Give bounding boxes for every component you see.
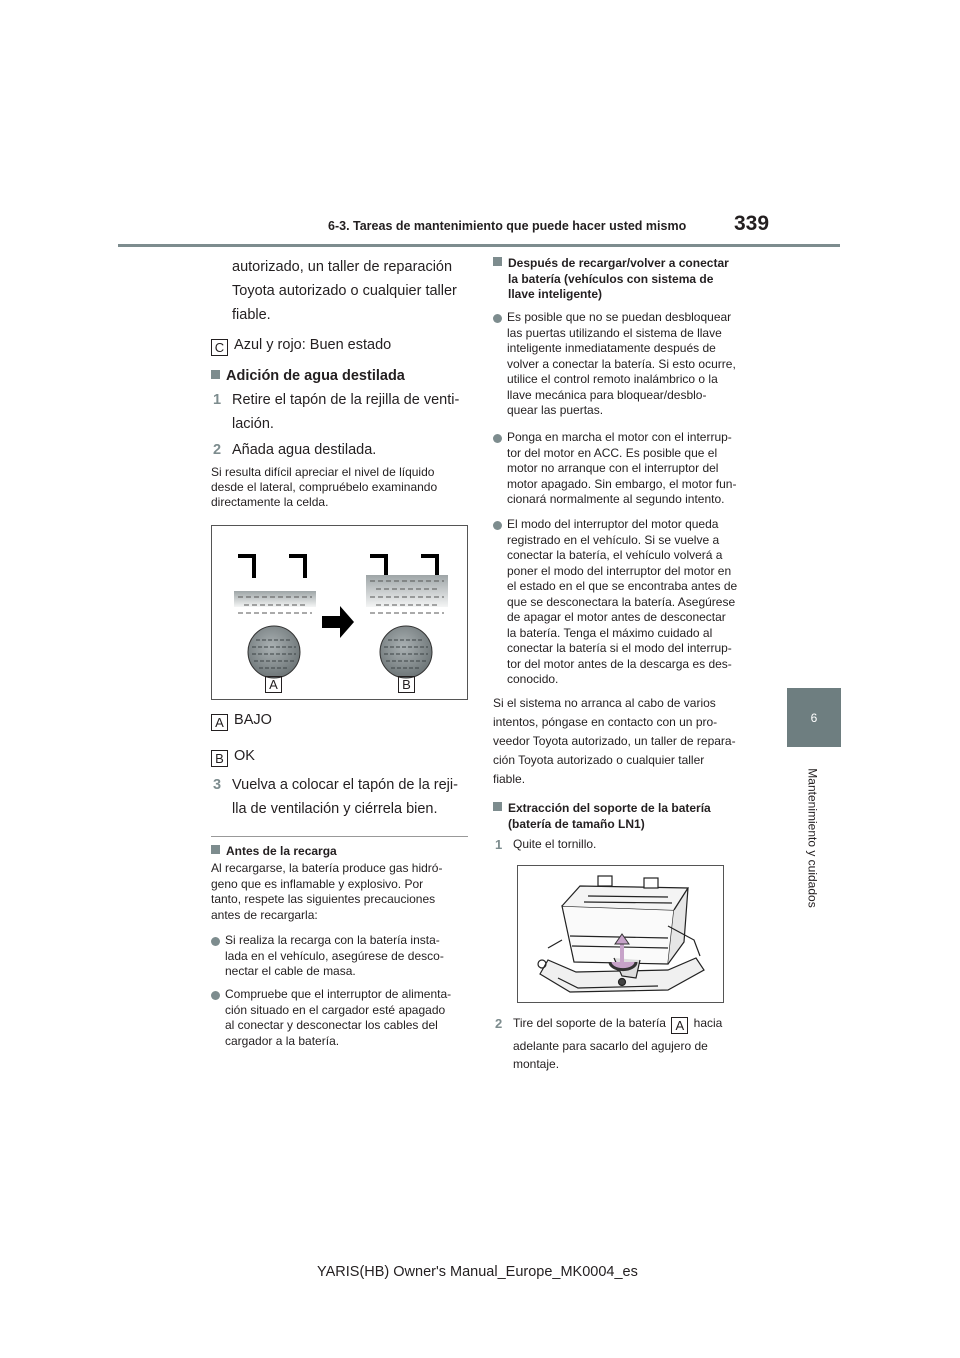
- chapter-number: 6: [810, 710, 818, 725]
- r2-line-5: cionará normalmente al segundo intento.: [507, 492, 725, 506]
- step2-number: 2: [213, 442, 222, 458]
- heading-water: [211, 364, 405, 388]
- heading-extract: [493, 801, 711, 817]
- step3-line2: lla de ventilación y ciérrela bien.: [232, 801, 438, 817]
- before-line-4: antes de recargarla:: [211, 907, 318, 922]
- battery-figure: [517, 865, 724, 1003]
- r1-line-4: volver a conectar la batería. Si esto ocurre,: [507, 356, 736, 371]
- chapter-tab: [787, 688, 841, 747]
- note-line-2: desde el lateral, compruébelo examinando: [211, 480, 438, 494]
- r2-line-1: Ponga en marcha el motor con el interrup-: [507, 430, 732, 444]
- bullet-dot-icon: [493, 314, 502, 323]
- bullet-dot-icon: [211, 991, 220, 1000]
- bullet2-line-2: ción situado en el cargador esté apagado: [225, 1002, 446, 1017]
- extract-step2-number: 2: [495, 1016, 503, 1031]
- bullet-dot-icon: [493, 521, 502, 530]
- step1-line2: lación.: [232, 416, 274, 432]
- r1-line-1: Es posible que no se puedan desbloquear: [507, 310, 732, 324]
- heading-after-line-1: Después de recargar/volver a conectar: [508, 256, 729, 270]
- step1: [213, 388, 460, 412]
- step2: [213, 438, 377, 462]
- water-level-figure: [211, 525, 468, 700]
- heading-after: [493, 256, 729, 272]
- c-callout-box: C: [211, 339, 228, 356]
- r3-line-3: conectar la batería, el vehículo volverá a: [507, 548, 723, 562]
- bullet2-line-3: al conectar y desconectar los cables del: [225, 1018, 438, 1032]
- extract-step1-number: 1: [495, 837, 503, 852]
- extract-callout-a: A: [671, 1017, 688, 1034]
- r3-line-1: El modo del interruptor del motor queda: [507, 517, 719, 531]
- b-legend: [211, 744, 255, 768]
- step3: [213, 773, 458, 797]
- cont-line-2: Toyota autorizado o cualquier taller: [232, 283, 457, 299]
- heading-before-text: Antes de la recarga: [226, 844, 337, 858]
- r3-line-11: conocido.: [507, 672, 559, 686]
- section-divider: [211, 836, 468, 837]
- bullet1-line-2: lada en el vehículo, asegúrese de desco-: [225, 948, 444, 963]
- a-callout-box: A: [211, 714, 228, 731]
- bullet2-line-4: cargador a la batería.: [225, 1033, 340, 1048]
- extract-step2-line2: adelante para sacarlo del agujero de: [513, 1039, 708, 1053]
- bullet2-line-1: Compruebe que el interruptor de alimenta-: [225, 987, 452, 1001]
- r1-line-2: las puertas utilizando el sistema de llave: [507, 325, 722, 340]
- r1-line-5: utilice el control remoto inalámbrico o la: [507, 372, 718, 386]
- a-legend: [211, 708, 272, 732]
- bullet1-line-3: nectar el cable de masa.: [225, 964, 356, 978]
- r3-line-10: tor del motor antes de la descarga es des-: [507, 656, 732, 671]
- r3-line-6: que se desconectara la batería. Asegúrese: [507, 594, 736, 609]
- b-callout-box: B: [211, 750, 228, 767]
- step3-line1: Vuelva a colocar el tapón de la reji-: [232, 777, 458, 793]
- r1-line-7: quear las puertas.: [507, 403, 604, 417]
- heading-extract-line-1: Extracción del soporte de la batería: [508, 801, 711, 815]
- extract-step2-line3: montaje.: [513, 1057, 560, 1071]
- square-bullet-icon: [211, 845, 220, 854]
- r3-line-2: registrado en el vehículo. Si se vuelve a: [507, 532, 720, 547]
- note-line-3: directamente la celda.: [211, 495, 329, 509]
- heading-after-line-2: la batería (vehículos con sistema de: [508, 271, 714, 286]
- r1-line-3: inteligente inmediatamente después de: [507, 341, 716, 355]
- chapter-title: Mantenimiento y cuidados: [806, 768, 821, 908]
- page-number: 339: [734, 212, 770, 235]
- extract-step2-pre: Tire del soporte de la batería: [513, 1016, 666, 1030]
- para-line-4: ción Toyota autorizado o cualquier taller: [493, 753, 705, 767]
- para-line-2: intentos, póngase en contacto con un pro-: [493, 715, 718, 729]
- para-line-3: veedor Toyota autorizado, un taller de repara-: [493, 734, 736, 748]
- square-bullet-icon: [493, 802, 502, 811]
- before-line-2: geno que es inflamable y explosivo. Por: [211, 876, 424, 891]
- r3-line-7: de apagar el motor antes de desconectar: [507, 610, 726, 624]
- c-legend: [211, 333, 391, 357]
- b-text: OK: [234, 748, 255, 764]
- r2-line-4: motor apagado. Sin embargo, el motor fun-: [507, 476, 737, 491]
- r1-line-6: llave mecánica para bloquear/desblo-: [507, 387, 707, 402]
- r3-line-4: poner el modo del interruptor del motor en: [507, 563, 732, 578]
- step3-number: 3: [213, 777, 222, 793]
- before-line-3: tanto, respete las siguientes precauciones: [211, 892, 436, 906]
- section-title: 6-3. Tareas de mantenimiento que puede hacer usted mismo: [328, 219, 687, 233]
- cont-line-1: autorizado, un taller de reparación: [232, 259, 453, 275]
- bullet-dot-icon: [493, 434, 502, 443]
- cont-line-3: fiable.: [232, 307, 271, 323]
- extract-step2-line1: [513, 1016, 722, 1034]
- c-text: Azul y rojo: Buen estado: [234, 337, 392, 353]
- step2-text: Añada agua destilada.: [232, 442, 377, 458]
- square-bullet-icon: [493, 257, 502, 266]
- header-rule: [118, 244, 840, 247]
- para-line-5: fiable.: [493, 772, 526, 786]
- r2-line-2: tor del motor en ACC. Es posible que el: [507, 445, 718, 460]
- extract-step2-post: hacia: [693, 1016, 723, 1030]
- extract-step2: [495, 1016, 723, 1033]
- para-line-1: Si el sistema no arranca al cabo de varios: [493, 696, 716, 710]
- chapter-title-vertical: [802, 758, 824, 918]
- heading-water-text: Adición de agua destilada: [226, 368, 405, 384]
- r2-line-3: motor no arranque con el interruptor del: [507, 461, 719, 475]
- footer-manual-id: YARIS(HB) Owner's Manual_Europe_MK0004_es: [317, 1264, 638, 1280]
- r3-line-5: el estado en el que se encontraba antes de: [507, 579, 738, 593]
- figure-callout-a: A: [265, 676, 282, 693]
- figure-callout-b: B: [398, 676, 415, 693]
- a-text: BAJO: [234, 712, 272, 728]
- water-level-illustration: [212, 526, 467, 699]
- note-line-1: Si resulta difícil apreciar el nivel de líquido: [211, 465, 435, 479]
- square-bullet-icon: [211, 370, 220, 379]
- heading-extract-line-2: (batería de tamaño LN1): [508, 816, 645, 831]
- heading-after-line-3: llave inteligente): [508, 287, 603, 301]
- heading-before: [211, 844, 337, 860]
- step1-number: 1: [213, 392, 222, 408]
- extract-step1-text: Quite el tornillo.: [513, 837, 597, 851]
- r3-line-9: conectar la batería si el modo del interrup-: [507, 641, 732, 655]
- bullet1-line-1: Si realiza la recarga con la batería insta-: [225, 933, 440, 947]
- extract-step1: [495, 837, 597, 854]
- r3-line-8: la batería. Tenga el máximo cuidado al: [507, 625, 713, 640]
- battery-illustration: [518, 866, 723, 1002]
- before-line-1: Al recargarse, la batería produce gas hidró-: [211, 861, 443, 875]
- bullet-dot-icon: [211, 937, 220, 946]
- step1-line1: Retire el tapón de la rejilla de venti-: [232, 392, 460, 408]
